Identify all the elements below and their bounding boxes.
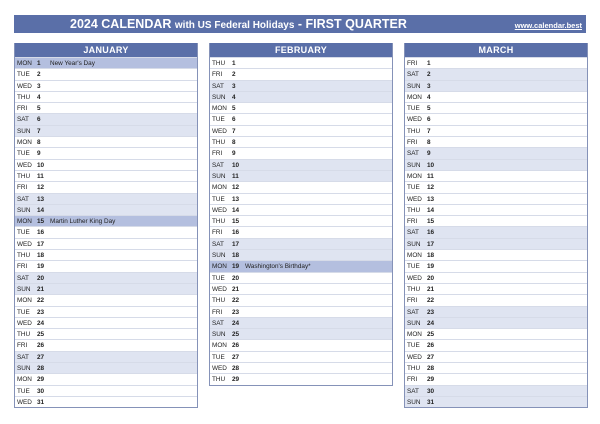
day-row bbox=[210, 80, 392, 91]
day-row bbox=[210, 226, 392, 237]
day-row bbox=[210, 68, 392, 79]
day-number: 11 bbox=[37, 172, 44, 180]
day-number: 15 bbox=[232, 218, 240, 226]
header-bar bbox=[14, 15, 586, 33]
day-of-week: WED bbox=[212, 127, 227, 135]
day-number: 6 bbox=[427, 116, 431, 124]
day-of-week: SUN bbox=[407, 398, 421, 406]
day-row bbox=[15, 351, 197, 362]
day-number: 30 bbox=[37, 387, 45, 395]
day-row bbox=[210, 204, 392, 215]
day-row bbox=[15, 113, 197, 124]
day-number: 2 bbox=[37, 71, 41, 79]
day-row bbox=[405, 91, 587, 102]
day-of-week: FRI bbox=[17, 263, 28, 271]
day-row bbox=[405, 147, 587, 158]
day-row bbox=[15, 91, 197, 102]
day-number: 15 bbox=[427, 218, 435, 226]
day-of-week: FRI bbox=[212, 71, 223, 79]
day-number: 11 bbox=[232, 172, 239, 180]
day-of-week: SUN bbox=[407, 161, 421, 169]
day-row bbox=[210, 170, 392, 181]
day-row bbox=[15, 272, 197, 283]
day-number: 21 bbox=[427, 285, 435, 293]
day-row bbox=[15, 136, 197, 147]
day-row bbox=[405, 136, 587, 147]
day-row bbox=[210, 306, 392, 317]
day-number: 28 bbox=[37, 365, 45, 373]
day-of-week: SUN bbox=[17, 365, 31, 373]
day-of-week: THU bbox=[212, 139, 226, 147]
day-of-week: SAT bbox=[407, 387, 419, 395]
day-number: 3 bbox=[427, 82, 431, 90]
day-of-week: FRI bbox=[17, 105, 28, 113]
day-number: 21 bbox=[232, 285, 240, 293]
day-number: 29 bbox=[37, 376, 45, 384]
day-number: 30 bbox=[427, 387, 435, 395]
day-number: 18 bbox=[232, 252, 240, 260]
day-of-week: THU bbox=[407, 365, 421, 373]
day-number: 7 bbox=[37, 127, 41, 135]
day-row bbox=[15, 125, 197, 136]
day-of-week: FRI bbox=[212, 150, 223, 158]
day-row bbox=[15, 147, 197, 158]
day-of-week: FRI bbox=[212, 229, 223, 237]
day-of-week: SAT bbox=[212, 161, 224, 169]
day-number: 19 bbox=[232, 263, 240, 271]
holiday-name: Martin Luther King Day bbox=[50, 218, 116, 226]
day-of-week: SUN bbox=[17, 206, 31, 214]
day-of-week: TUE bbox=[212, 116, 225, 124]
day-row bbox=[15, 238, 197, 249]
day-of-week: WED bbox=[212, 365, 227, 373]
day-row bbox=[405, 373, 587, 384]
day-of-week: FRI bbox=[17, 342, 28, 350]
day-row bbox=[405, 204, 587, 215]
day-number: 14 bbox=[232, 206, 240, 214]
day-of-week: TUE bbox=[17, 308, 30, 316]
day-number: 7 bbox=[427, 127, 431, 135]
day-of-week: THU bbox=[212, 297, 226, 305]
day-row bbox=[210, 159, 392, 170]
day-row bbox=[15, 159, 197, 170]
day-number: 17 bbox=[427, 240, 435, 248]
day-of-week: SAT bbox=[17, 353, 29, 361]
month-header: JANUARY bbox=[15, 43, 197, 57]
day-row bbox=[15, 339, 197, 350]
day-number: 26 bbox=[232, 342, 240, 350]
day-row bbox=[210, 339, 392, 350]
day-number: 8 bbox=[37, 139, 41, 147]
day-number: 8 bbox=[232, 139, 236, 147]
day-number: 13 bbox=[427, 195, 435, 203]
day-number: 24 bbox=[37, 319, 45, 327]
day-row bbox=[405, 328, 587, 339]
day-number: 27 bbox=[232, 353, 240, 361]
day-of-week: SAT bbox=[212, 240, 224, 248]
day-of-week: TUE bbox=[212, 353, 225, 361]
day-number: 27 bbox=[427, 353, 435, 361]
day-number: 17 bbox=[37, 240, 45, 248]
day-number: 28 bbox=[232, 365, 240, 373]
month-march bbox=[404, 43, 588, 408]
day-of-week: FRI bbox=[407, 60, 418, 67]
day-row bbox=[405, 181, 587, 192]
day-row bbox=[210, 181, 392, 192]
day-row bbox=[15, 215, 197, 226]
month-february bbox=[209, 43, 393, 386]
day-number: 15 bbox=[37, 218, 45, 226]
day-row bbox=[210, 193, 392, 204]
day-of-week: SUN bbox=[212, 93, 226, 101]
day-row bbox=[210, 102, 392, 113]
day-of-week: MON bbox=[407, 331, 422, 339]
day-of-week: SAT bbox=[17, 195, 29, 203]
day-number: 22 bbox=[427, 297, 435, 305]
day-row bbox=[405, 102, 587, 113]
day-row bbox=[405, 170, 587, 181]
day-row bbox=[405, 362, 587, 373]
month-header: MARCH bbox=[405, 43, 587, 57]
day-number: 4 bbox=[37, 93, 41, 101]
day-row bbox=[15, 294, 197, 305]
day-of-week: FRI bbox=[407, 218, 418, 226]
day-row bbox=[210, 113, 392, 124]
day-of-week: THU bbox=[212, 376, 226, 384]
day-row bbox=[405, 68, 587, 79]
day-number: 1 bbox=[232, 60, 236, 67]
day-row bbox=[210, 91, 392, 102]
day-of-week: SUN bbox=[17, 127, 31, 135]
day-row bbox=[15, 249, 197, 260]
day-of-week: THU bbox=[212, 218, 226, 226]
day-row bbox=[405, 113, 587, 124]
day-of-week: MON bbox=[17, 376, 32, 384]
day-number: 16 bbox=[232, 229, 240, 237]
day-number: 1 bbox=[37, 60, 41, 67]
day-row bbox=[210, 136, 392, 147]
day-of-week: MON bbox=[212, 105, 227, 113]
day-number: 9 bbox=[427, 150, 431, 158]
day-of-week: SAT bbox=[17, 116, 29, 124]
day-row bbox=[210, 283, 392, 294]
day-row bbox=[405, 351, 587, 362]
day-number: 2 bbox=[427, 71, 431, 79]
day-row bbox=[210, 238, 392, 249]
day-of-week: MON bbox=[212, 184, 227, 192]
day-number: 26 bbox=[427, 342, 435, 350]
day-row bbox=[15, 170, 197, 181]
day-of-week: MON bbox=[17, 218, 32, 226]
day-row bbox=[210, 317, 392, 328]
day-of-week: TUE bbox=[407, 342, 420, 350]
day-number: 6 bbox=[37, 116, 41, 124]
day-row bbox=[15, 181, 197, 192]
day-of-week: TUE bbox=[212, 195, 225, 203]
day-number: 1 bbox=[427, 60, 431, 67]
day-row bbox=[405, 272, 587, 283]
day-row bbox=[210, 249, 392, 260]
day-number: 12 bbox=[37, 184, 45, 192]
day-number: 20 bbox=[427, 274, 435, 282]
day-of-week: WED bbox=[17, 398, 32, 406]
day-row bbox=[15, 328, 197, 339]
day-row bbox=[405, 249, 587, 260]
day-of-week: FRI bbox=[407, 376, 418, 384]
day-row bbox=[15, 193, 197, 204]
day-number: 12 bbox=[427, 184, 435, 192]
month-january bbox=[14, 43, 198, 408]
day-of-week: WED bbox=[407, 195, 422, 203]
day-of-week: SAT bbox=[407, 308, 419, 316]
day-number: 14 bbox=[37, 206, 45, 214]
day-row bbox=[405, 57, 587, 68]
day-number: 8 bbox=[427, 139, 431, 147]
day-of-week: WED bbox=[17, 82, 32, 90]
holiday-name: New Year's Day bbox=[50, 60, 95, 67]
day-of-week: SAT bbox=[407, 229, 419, 237]
day-row bbox=[210, 260, 392, 271]
day-row bbox=[210, 215, 392, 226]
day-row bbox=[405, 193, 587, 204]
day-row bbox=[405, 339, 587, 350]
day-of-week: SAT bbox=[212, 82, 224, 90]
day-number: 22 bbox=[232, 297, 240, 305]
day-of-week: FRI bbox=[17, 184, 28, 192]
day-number: 5 bbox=[37, 105, 41, 113]
day-row bbox=[15, 80, 197, 91]
quarter-title: FIRST QUARTER bbox=[305, 17, 407, 31]
day-number: 18 bbox=[37, 252, 45, 260]
day-of-week: THU bbox=[212, 60, 226, 67]
month-header: FEBRUARY bbox=[210, 43, 392, 57]
day-row bbox=[15, 306, 197, 317]
day-of-week: SAT bbox=[407, 71, 419, 79]
day-number: 20 bbox=[232, 274, 240, 282]
day-row bbox=[210, 328, 392, 339]
day-row bbox=[15, 317, 197, 328]
day-row bbox=[405, 159, 587, 170]
day-of-week: TUE bbox=[17, 229, 30, 237]
day-of-week: MON bbox=[407, 172, 422, 180]
day-row bbox=[210, 125, 392, 136]
day-of-week: THU bbox=[17, 93, 31, 101]
day-number: 16 bbox=[37, 229, 45, 237]
page-title bbox=[70, 15, 407, 33]
day-of-week: SUN bbox=[17, 285, 31, 293]
day-number: 3 bbox=[232, 82, 236, 90]
day-of-week: WED bbox=[17, 161, 32, 169]
day-number: 7 bbox=[232, 127, 236, 135]
day-number: 28 bbox=[427, 365, 435, 373]
day-of-week: SUN bbox=[212, 252, 226, 260]
day-number: 24 bbox=[427, 319, 435, 327]
day-row bbox=[15, 68, 197, 79]
day-number: 27 bbox=[37, 353, 45, 361]
day-row bbox=[405, 317, 587, 328]
day-number: 9 bbox=[232, 150, 236, 158]
day-number: 25 bbox=[232, 331, 240, 339]
day-of-week: SAT bbox=[212, 319, 224, 327]
day-row bbox=[15, 226, 197, 237]
day-of-week: TUE bbox=[407, 105, 420, 113]
day-number: 19 bbox=[37, 263, 45, 271]
day-number: 13 bbox=[232, 195, 240, 203]
day-row bbox=[15, 385, 197, 396]
day-number: 29 bbox=[232, 376, 240, 384]
day-of-week: TUE bbox=[17, 150, 30, 158]
day-of-week: MON bbox=[407, 93, 422, 101]
day-number: 19 bbox=[427, 263, 435, 271]
day-of-week: THU bbox=[407, 127, 421, 135]
day-of-week: FRI bbox=[212, 308, 223, 316]
day-row bbox=[15, 102, 197, 113]
day-of-week: MON bbox=[17, 60, 32, 67]
day-of-week: WED bbox=[212, 206, 227, 214]
day-of-week: WED bbox=[407, 116, 422, 124]
day-number: 23 bbox=[37, 308, 45, 316]
day-of-week: THU bbox=[17, 172, 31, 180]
subtitle: with US Federal Holidays bbox=[174, 20, 295, 31]
day-of-week: TUE bbox=[407, 263, 420, 271]
day-of-week: FRI bbox=[407, 139, 418, 147]
day-of-week: SUN bbox=[212, 172, 226, 180]
day-row bbox=[15, 283, 197, 294]
day-row bbox=[210, 362, 392, 373]
day-row bbox=[405, 385, 587, 396]
day-row bbox=[405, 283, 587, 294]
day-row bbox=[405, 306, 587, 317]
day-row bbox=[405, 260, 587, 271]
day-of-week: TUE bbox=[212, 274, 225, 282]
day-of-week: MON bbox=[17, 139, 32, 147]
day-of-week: TUE bbox=[407, 184, 420, 192]
day-row bbox=[15, 396, 197, 407]
day-number: 12 bbox=[232, 184, 240, 192]
day-of-week: WED bbox=[17, 240, 32, 248]
day-of-week: WED bbox=[407, 274, 422, 282]
day-of-week: FRI bbox=[407, 297, 418, 305]
day-number: 25 bbox=[427, 331, 435, 339]
day-row bbox=[405, 396, 587, 407]
day-number: 16 bbox=[427, 229, 435, 237]
day-row bbox=[15, 362, 197, 373]
day-number: 29 bbox=[427, 376, 435, 384]
day-of-week: MON bbox=[407, 252, 422, 260]
day-number: 13 bbox=[37, 195, 45, 203]
day-number: 31 bbox=[427, 398, 435, 406]
day-row bbox=[405, 80, 587, 91]
day-of-week: WED bbox=[17, 319, 32, 327]
day-row bbox=[210, 272, 392, 283]
day-number: 23 bbox=[427, 308, 435, 316]
day-number: 10 bbox=[232, 161, 240, 169]
day-number: 3 bbox=[37, 82, 41, 90]
day-number: 31 bbox=[37, 398, 45, 406]
day-of-week: TUE bbox=[17, 387, 30, 395]
day-number: 23 bbox=[232, 308, 240, 316]
day-number: 26 bbox=[37, 342, 45, 350]
day-number: 18 bbox=[427, 252, 435, 260]
day-of-week: MON bbox=[212, 342, 227, 350]
day-number: 20 bbox=[37, 274, 45, 282]
day-row bbox=[210, 147, 392, 158]
day-row bbox=[405, 238, 587, 249]
day-row bbox=[15, 373, 197, 384]
day-row bbox=[405, 215, 587, 226]
site-link[interactable]: www.calendar.best bbox=[514, 21, 582, 30]
day-row bbox=[210, 351, 392, 362]
day-of-week: TUE bbox=[17, 71, 30, 79]
day-row bbox=[15, 204, 197, 215]
day-row bbox=[405, 294, 587, 305]
year-title: 2024 CALENDAR bbox=[70, 17, 172, 31]
day-of-week: MON bbox=[212, 263, 227, 271]
day-number: 2 bbox=[232, 71, 236, 79]
day-number: 17 bbox=[232, 240, 240, 248]
day-row bbox=[15, 260, 197, 271]
day-of-week: SUN bbox=[407, 82, 421, 90]
day-of-week: SUN bbox=[212, 331, 226, 339]
day-of-week: WED bbox=[212, 285, 227, 293]
day-row bbox=[210, 294, 392, 305]
day-number: 5 bbox=[232, 105, 236, 113]
day-number: 22 bbox=[37, 297, 45, 305]
day-of-week: SUN bbox=[407, 240, 421, 248]
day-row bbox=[210, 57, 392, 68]
day-number: 9 bbox=[37, 150, 41, 158]
day-number: 10 bbox=[427, 161, 435, 169]
day-number: 5 bbox=[427, 105, 431, 113]
day-number: 4 bbox=[232, 93, 236, 101]
day-of-week: MON bbox=[17, 297, 32, 305]
day-of-week: SAT bbox=[407, 150, 419, 158]
holiday-name: Washington's Birthday* bbox=[245, 263, 311, 271]
day-row bbox=[405, 226, 587, 237]
title-separator: - bbox=[297, 17, 303, 31]
day-number: 24 bbox=[232, 319, 240, 327]
day-of-week: SUN bbox=[407, 319, 421, 327]
day-row bbox=[405, 125, 587, 136]
day-of-week: THU bbox=[407, 206, 421, 214]
day-number: 14 bbox=[427, 206, 435, 214]
day-row bbox=[210, 373, 392, 384]
day-of-week: THU bbox=[407, 285, 421, 293]
day-number: 10 bbox=[37, 161, 45, 169]
day-number: 25 bbox=[37, 331, 45, 339]
day-of-week: THU bbox=[17, 252, 31, 260]
day-of-week: SAT bbox=[17, 274, 29, 282]
day-of-week: WED bbox=[407, 353, 422, 361]
day-of-week: THU bbox=[17, 331, 31, 339]
day-row bbox=[15, 57, 197, 68]
day-number: 4 bbox=[427, 93, 431, 101]
day-number: 11 bbox=[427, 172, 434, 180]
day-number: 21 bbox=[37, 285, 45, 293]
day-number: 6 bbox=[232, 116, 236, 124]
